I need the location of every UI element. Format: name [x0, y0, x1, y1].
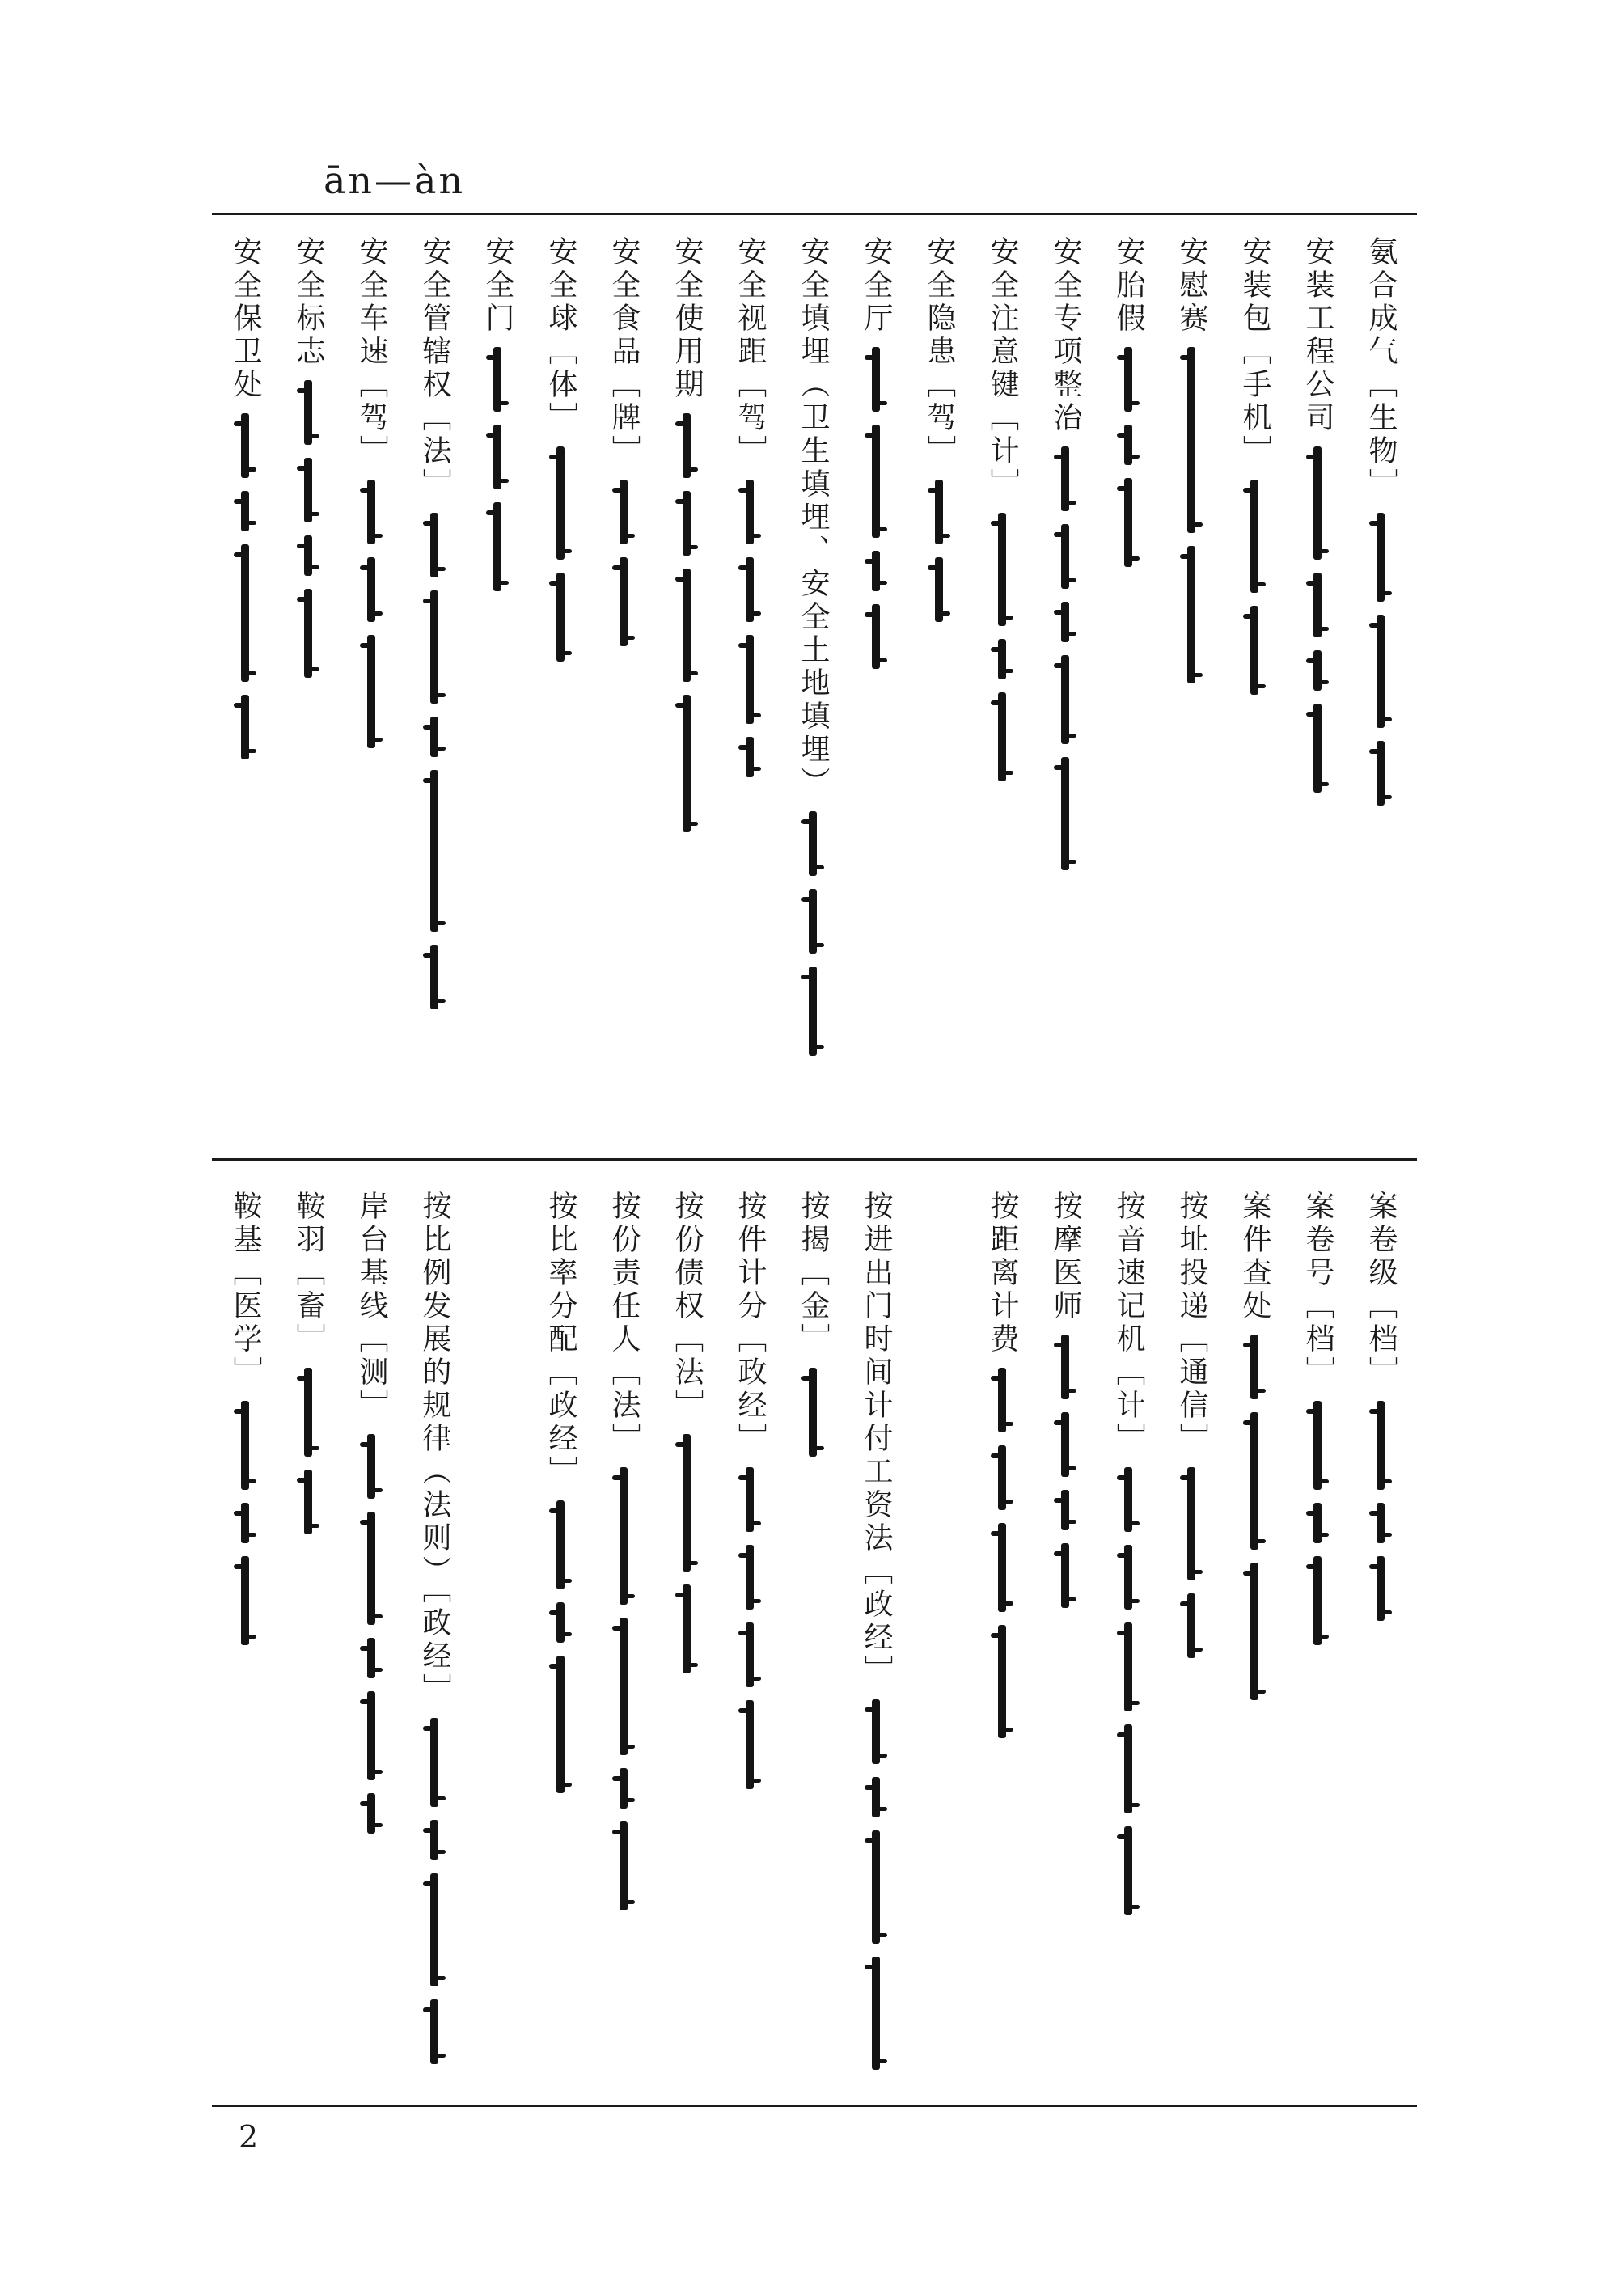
chinese-headword: 安全厅: [860, 236, 893, 336]
mongolian-translation: [872, 347, 880, 682]
mongolian-translation: [1187, 347, 1195, 696]
header-rule: [212, 213, 1417, 215]
mongolian-translation: [809, 1368, 817, 1470]
mongolian-translation: [1061, 1335, 1069, 1621]
mongolian-word: [1313, 1401, 1322, 1490]
dictionary-entry: [785, 1191, 841, 2088]
mongolian-word: [1313, 446, 1322, 560]
chinese-headword: 按份债权［法］: [670, 1191, 704, 1423]
chinese-headword: 安全视距［驾］: [734, 236, 767, 468]
mongolian-word: [556, 1656, 565, 1793]
mongolian-word: [1313, 704, 1322, 793]
mongolian-word: [1250, 480, 1258, 593]
mongolian-word: [746, 1467, 754, 1532]
mongolian-word: [1377, 1556, 1385, 1621]
mongolian-word: [1377, 1503, 1385, 1543]
mongolian-translation: [1061, 446, 1069, 883]
chinese-headword: 按距离计费: [986, 1191, 1019, 1356]
mongolian-translation: [304, 380, 312, 691]
chinese-headword: 按件计分［政经］: [734, 1191, 767, 1456]
mongolian-word: [493, 502, 501, 591]
mongolian-word: [683, 1584, 691, 1673]
mongolian-word: [1124, 1622, 1132, 1711]
mongolian-word: [998, 639, 1006, 679]
dictionary-entry: [848, 236, 904, 1142]
chinese-headword: 按揭［金］: [797, 1191, 830, 1356]
chinese-headword: 岸台基线［测］: [355, 1191, 388, 1423]
mongolian-word: [556, 1602, 565, 1643]
dictionary-entry: [1037, 1191, 1093, 2088]
mongolian-word: [1124, 478, 1132, 567]
mongolian-word: [872, 604, 880, 669]
mongolian-word: [1124, 1467, 1132, 1532]
chinese-headword: 安全球［体］: [544, 236, 577, 435]
mongolian-translation: [430, 1718, 438, 2077]
mongolian-translation: [998, 513, 1006, 794]
section-divider: [212, 1158, 1417, 1161]
mongolian-translation: [746, 480, 754, 790]
mongolian-word: [367, 1638, 375, 1678]
entry-section-2: [212, 1191, 1417, 2088]
mongolian-word: [1313, 650, 1322, 691]
page-number: 2: [239, 2119, 259, 2155]
dictionary-entry: [1100, 236, 1157, 1142]
mongolian-translation: [809, 811, 817, 1068]
chinese-headword: 安慰赛: [1175, 236, 1208, 336]
mongolian-word: [1187, 1467, 1195, 1580]
dictionary-entry: [469, 236, 526, 1142]
mongolian-word: [1377, 741, 1385, 806]
mongolian-word: [241, 1556, 249, 1645]
mongolian-word: [998, 513, 1006, 626]
mongolian-word: [241, 491, 249, 531]
mongolian-word: [1061, 655, 1069, 744]
mongolian-word: [1187, 347, 1195, 533]
dictionary-entry: [532, 236, 589, 1142]
chinese-headword: 氨合成气［生物］: [1364, 236, 1398, 501]
mongolian-word: [1377, 513, 1385, 602]
mongolian-word: [746, 480, 754, 544]
mongolian-word: [1187, 546, 1195, 683]
entry-section-1: [212, 236, 1417, 1142]
mongolian-word: [430, 1718, 438, 1807]
mongolian-word: [430, 513, 438, 577]
dictionary-entry: [280, 236, 336, 1142]
mongolian-word: [493, 425, 501, 489]
entry-columns-2: [212, 1191, 1417, 2088]
mongolian-word: [620, 557, 628, 646]
mongolian-translation: [683, 413, 691, 845]
mongolian-word: [1313, 1556, 1322, 1645]
mongolian-word: [683, 569, 691, 682]
dictionary-entry: [217, 236, 273, 1142]
mongolian-word: [746, 1700, 754, 1789]
mongolian-translation: [1313, 1401, 1322, 1658]
mongolian-word: [430, 1999, 438, 2064]
dictionary-entry: [848, 1191, 904, 2088]
mongolian-word: [1124, 1545, 1132, 1610]
chinese-headword: 按址投递［通信］: [1175, 1191, 1208, 1456]
chinese-headword: 案卷级［档］: [1364, 1191, 1398, 1390]
chinese-headword: 按比率分配［政经］: [544, 1191, 577, 1489]
mongolian-word: [746, 1622, 754, 1687]
mongolian-word: [1061, 1412, 1069, 1477]
mongolian-word: [809, 967, 817, 1056]
mongolian-word: [809, 811, 817, 876]
mongolian-translation: [1377, 513, 1385, 819]
mongolian-word: [430, 590, 438, 704]
chinese-headword: 安全使用期: [670, 236, 704, 402]
mongolian-translation: [620, 480, 628, 659]
mongolian-word: [998, 1445, 1006, 1510]
chinese-headword: 鞍基［医学］: [229, 1191, 262, 1390]
mongolian-word: [1250, 1563, 1258, 1700]
mongolian-word: [1313, 1503, 1322, 1543]
mongolian-word: [872, 1699, 880, 1764]
mongolian-word: [556, 446, 565, 560]
dictionary-entry: [785, 236, 841, 1142]
mongolian-word: [493, 347, 501, 412]
chinese-headword: 安全食品［牌］: [607, 236, 641, 468]
dictionary-entry: [406, 1191, 463, 2088]
chinese-headword: 鞍羽［畜］: [292, 1191, 325, 1356]
mongolian-word: [1187, 1593, 1195, 1658]
chinese-headword: 安全标志: [292, 236, 325, 369]
dictionary-entry: [280, 1191, 336, 2088]
dictionary-entry: [343, 236, 400, 1142]
mongolian-word: [746, 635, 754, 724]
mongolian-word: [304, 589, 312, 678]
mongolian-translation: [746, 1467, 754, 1802]
mongolian-translation: [1124, 1467, 1132, 1928]
mongolian-translation: [935, 480, 943, 635]
chinese-headword: 安全注意键［计］: [986, 236, 1019, 501]
mongolian-word: [620, 1768, 628, 1809]
mongolian-word: [1061, 1543, 1069, 1608]
mongolian-word: [367, 1434, 375, 1499]
dictionary-entry: [217, 1191, 273, 2088]
mongolian-translation: [1313, 446, 1322, 806]
dictionary-entry: [595, 236, 652, 1142]
mongolian-word: [367, 1691, 375, 1780]
mongolian-word: [620, 480, 628, 544]
dictionary-entry: [532, 1191, 589, 2088]
chinese-headword: 按进出门时间计付工资法［政经］: [860, 1191, 893, 1688]
mongolian-word: [367, 480, 375, 544]
dictionary-entry: [1100, 1191, 1157, 2088]
chinese-headword: 安全填埋（卫生填埋、安全土地填埋）: [797, 236, 830, 800]
mongolian-word: [241, 413, 249, 478]
mongolian-word: [620, 1821, 628, 1910]
mongolian-translation: [493, 347, 501, 604]
mongolian-word: [304, 1470, 312, 1534]
mongolian-translation: [241, 1401, 249, 1658]
mongolian-word: [935, 480, 943, 544]
chinese-headword: 按比例发展的规律（法则）［政经］: [418, 1191, 451, 1707]
dictionary-entry: [343, 1191, 400, 2088]
entry-columns-1: [212, 236, 1417, 1142]
chinese-headword: 安全门: [481, 236, 514, 336]
mongolian-translation: [1250, 1335, 1258, 1713]
mongolian-word: [1377, 1401, 1385, 1490]
mongolian-word: [367, 557, 375, 622]
mongolian-word: [746, 1545, 754, 1610]
mongolian-word: [683, 413, 691, 478]
dictionary-entry: [721, 236, 778, 1142]
mongolian-word: [1313, 573, 1322, 637]
mongolian-translation: [1187, 1467, 1195, 1671]
mongolian-word: [304, 1368, 312, 1457]
mongolian-word: [430, 770, 438, 932]
mongolian-word: [367, 1793, 375, 1834]
mongolian-word: [1061, 446, 1069, 511]
dictionary-entry: [1226, 1191, 1283, 2088]
mongolian-translation: [872, 1699, 880, 2083]
mongolian-word: [998, 1368, 1006, 1432]
mongolian-word: [304, 380, 312, 445]
chinese-headword: 安全管辖权［法］: [418, 236, 451, 501]
mongolian-word: [1061, 524, 1069, 589]
mongolian-translation: [367, 480, 375, 761]
mongolian-word: [872, 1830, 880, 1944]
chinese-headword: 安全专项整治: [1049, 236, 1082, 435]
chinese-headword: 案卷号［档］: [1301, 1191, 1334, 1390]
dictionary-entry: [595, 1191, 652, 2088]
mongolian-word: [1377, 615, 1385, 728]
mongolian-translation: [1250, 480, 1258, 708]
mongolian-word: [1124, 425, 1132, 465]
mongolian-word: [872, 551, 880, 591]
mongolian-word: [809, 1368, 817, 1457]
dictionary-entry: [658, 236, 715, 1142]
mongolian-word: [241, 695, 249, 759]
chinese-headword: 按摩医师: [1049, 1191, 1082, 1323]
mongolian-translation: [430, 513, 438, 1022]
mongolian-word: [935, 557, 943, 622]
mongolian-translation: [304, 1368, 312, 1547]
mongolian-word: [1250, 1335, 1258, 1399]
mongolian-word: [367, 1512, 375, 1625]
mongolian-word: [998, 692, 1006, 781]
mongolian-word: [430, 945, 438, 1009]
mongolian-translation: [241, 413, 249, 772]
dictionary-entry: [911, 236, 967, 1142]
dictionary-entry: [721, 1191, 778, 2088]
dictionary-entry: [1289, 1191, 1346, 2088]
chinese-headword: 安全保卫处: [229, 236, 262, 402]
mongolian-word: [241, 1401, 249, 1490]
mongolian-word: [1250, 1412, 1258, 1550]
mongolian-word: [367, 635, 375, 748]
mongolian-word: [1061, 757, 1069, 870]
mongolian-word: [809, 889, 817, 954]
mongolian-translation: [556, 1500, 565, 1806]
mongolian-word: [746, 737, 754, 777]
dictionary-entry: [1163, 236, 1220, 1142]
mongolian-word: [1124, 347, 1132, 412]
chinese-headword: 安全隐患［驾］: [923, 236, 956, 468]
dictionary-entry: [1226, 236, 1283, 1142]
mongolian-word: [683, 491, 691, 556]
mongolian-translation: [1377, 1401, 1385, 1634]
mongolian-word: [620, 1618, 628, 1755]
mongolian-translation: [998, 1368, 1006, 1751]
dictionary-entry: [658, 1191, 715, 2088]
mongolian-word: [556, 1500, 565, 1589]
mongolian-word: [620, 1467, 628, 1605]
chinese-headword: 案件查处: [1238, 1191, 1271, 1323]
footer-rule: [212, 2105, 1417, 2107]
mongolian-translation: [367, 1434, 375, 1847]
mongolian-word: [746, 557, 754, 622]
mongolian-word: [1061, 602, 1069, 642]
dictionary-entry: [406, 236, 463, 1142]
dictionary-entry: [1163, 1191, 1220, 2088]
mongolian-word: [872, 425, 880, 538]
mongolian-word: [1250, 606, 1258, 695]
mongolian-word: [1061, 1490, 1069, 1530]
chinese-headword: 安胎假: [1112, 236, 1145, 336]
mongolian-word: [241, 544, 249, 682]
mongolian-word: [1124, 1724, 1132, 1813]
chinese-headword: 按份责任人［法］: [607, 1191, 641, 1456]
chinese-headword: 安装工程公司: [1301, 236, 1334, 435]
mongolian-word: [556, 573, 565, 662]
dictionary-entry: [1352, 236, 1409, 1142]
mongolian-word: [304, 458, 312, 522]
mongolian-word: [1124, 1826, 1132, 1915]
mongolian-word: [998, 1523, 1006, 1612]
page-header: ān—àn: [324, 159, 466, 202]
mongolian-translation: [620, 1467, 628, 1923]
mongolian-translation: [683, 1434, 691, 1686]
mongolian-word: [241, 1503, 249, 1543]
mongolian-word: [430, 1873, 438, 1986]
chinese-headword: 安装包［手机］: [1238, 236, 1271, 468]
mongolian-translation: [556, 446, 565, 675]
mongolian-translation: [1124, 347, 1132, 580]
chinese-headword: 安全车速［驾］: [355, 236, 388, 468]
mongolian-word: [430, 1820, 438, 1860]
dictionary-entry: [974, 236, 1030, 1142]
mongolian-word: [304, 535, 312, 576]
chinese-headword: 按音速记机［计］: [1112, 1191, 1145, 1456]
mongolian-word: [430, 717, 438, 757]
mongolian-word: [683, 1434, 691, 1572]
mongolian-word: [998, 1625, 1006, 1738]
dictionary-entry: [1289, 236, 1346, 1142]
mongolian-word: [872, 1777, 880, 1817]
mongolian-word: [872, 347, 880, 412]
mongolian-word: [1061, 1335, 1069, 1399]
dictionary-entry: [974, 1191, 1030, 2088]
mongolian-word: [872, 1957, 880, 2070]
dictionary-entry: [1037, 236, 1093, 1142]
mongolian-word: [683, 695, 691, 832]
dictionary-entry: [1352, 1191, 1409, 2088]
